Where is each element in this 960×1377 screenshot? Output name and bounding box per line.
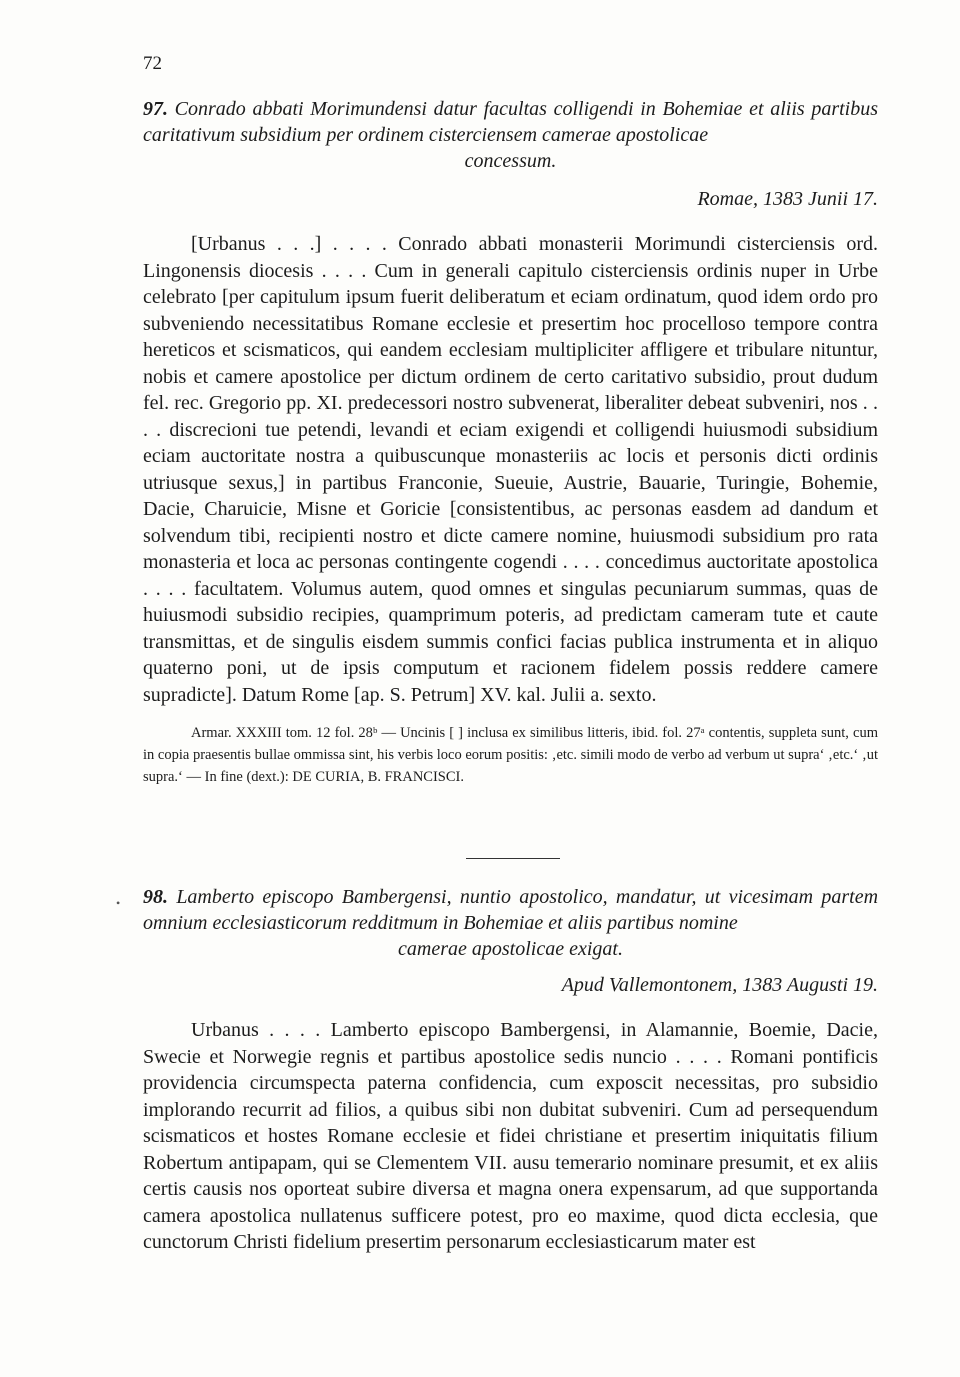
doc97-note: Armar. XXXIII tom. 12 fol. 28ᵇ — Uncinis [ ] inclusa ex similibus litteris, ibid. fol. 27ᵃ contentis, suppleta sunt, cum in copia praesentis bullae ommissa sint, his verbis loco eorum positis: ‚etc. simili modo de verbo ad verbum ut supra‘ ‚etc.‘ ‚ut supra.‘ — In fine (dext.): DE CURIA, B. FRANCISCI. xyxy=(143,725,878,785)
doc98-summary-text: Lamberto episcopo Bambergensi, nuntio apostolico, mandatur, ut vicesimam partem omnium ecclesiasticorum redditmum in Bohemiae et aliis partibus nomine xyxy=(143,886,879,934)
doc98-dateline: Apud Vallemontonem, 1383 Augusti 19. xyxy=(561,974,878,996)
section-divider xyxy=(466,858,560,859)
margin-dot: • xyxy=(116,896,121,910)
document-98 xyxy=(143,884,878,1256)
doc97-summary xyxy=(143,96,878,148)
page-number: 72 xyxy=(143,53,162,74)
doc97-dateline: Romae, 1383 Junii 17. xyxy=(697,188,878,210)
doc98-number: 98. xyxy=(143,886,168,908)
doc97-summary-end: concessum. xyxy=(464,150,557,172)
document-97 xyxy=(143,96,878,788)
doc97-summary-text: Conrado abbati Morimundensi datur facultas colligendi in Bohemiae et aliis partibus caritativum subsidium per ordinem cisterciensem camerae apostolicae xyxy=(143,98,879,146)
doc98-summary-end: camerae apostolicae exigat. xyxy=(398,938,623,960)
doc98-summary xyxy=(143,884,878,936)
doc97-text: [Urbanus . . .] . . . . Conrado abbati monasterii Morimundi cisterciensis ord. Lingonensis diocesis . . . . Cum in generali capitulo cisterciensis ordinis nuper in Urbe celebrato [per capitulum ipsum fuerit deliberatum et eciam ordinatum, quod idem ordo pro subveniendo necessitatibus Romane ecclesie et presertim hoc procelloso tempore contra hereticos et scismaticos, qui eandem ecclesiam multipliciter affligere et tribulare nituntur, nobis et camere apostolice per dictum ordinem de certo caritativo subsidio, prout dudum fel. rec. Gregorio pp. XI. predecessori nostro subvenerat, liberaliter debeat subveniri, nos . . . . discrecioni tue petendi, levandi et eciam exigendi et colligendi huiusmodi subsidium eciam auctoritate nostra a quibuscunque monasteriis ac locis et personis dicti ordinis utriusque sexus,] in partibus Franconie, Sueuie, Austrie, Bauarie, Turingie, Bohemie, Dacie, Charuicie, Misne et Goricie [consistentibus, ac personas easdem ad dandum et solvendum tibi, recipienti nostro et dicte camere nomine, huiusmodi subsidium pro rata monasteria et loca ac personas contingente cogendi . . . . concedimus auctoritate apostolica . . . . facultatem. Volumus autem, quod omnes et singulas pecuniarum summas, quas de huiusmodi subsidio recipies, quamprimum poteris, ad predictam cameram tute et caute transmittas, et de singulis eisdem summis confici facias publica instrumenta et in aliquo quaterno poni, ut de ipsis computum et racionem fidelem possis reddere camere supradicte]. Datum Rome [ap. S. Petrum] XV. kal. Julii a. sexto. xyxy=(143,233,878,706)
doc97-number: 97. xyxy=(143,98,168,120)
doc98-text: Urbanus . . . . Lamberto episcopo Bambergensi, in Alamannie, Boemie, Dacie, Swecie et Norwegie regnis et partibus apostolice sedis nuncio . . . . Romani pontificis providencia circumspecta paterna confidencia, cum exposcit necessitas, pro subsidio implorando recurrit ad filios, a quibus sibi non dubitat subveniri. Cum ad persequendum scismaticos et hostes Romane ecclesie et fidei christiane et presertim iniquitatis filium Robertum antipapam, qui se Clementem VII. ausu temerario nominare presumit, et ex aliis certis causis nos oporteat subire diversa et magna onera expensarum, ad que supportanda camera apostolica nullatenus sufficere potest, pro eo maxime, quod dicta ecclesia, que cunctorum Christi fidelium presertim personarum ecclesiasticarum mater est xyxy=(143,1019,878,1253)
